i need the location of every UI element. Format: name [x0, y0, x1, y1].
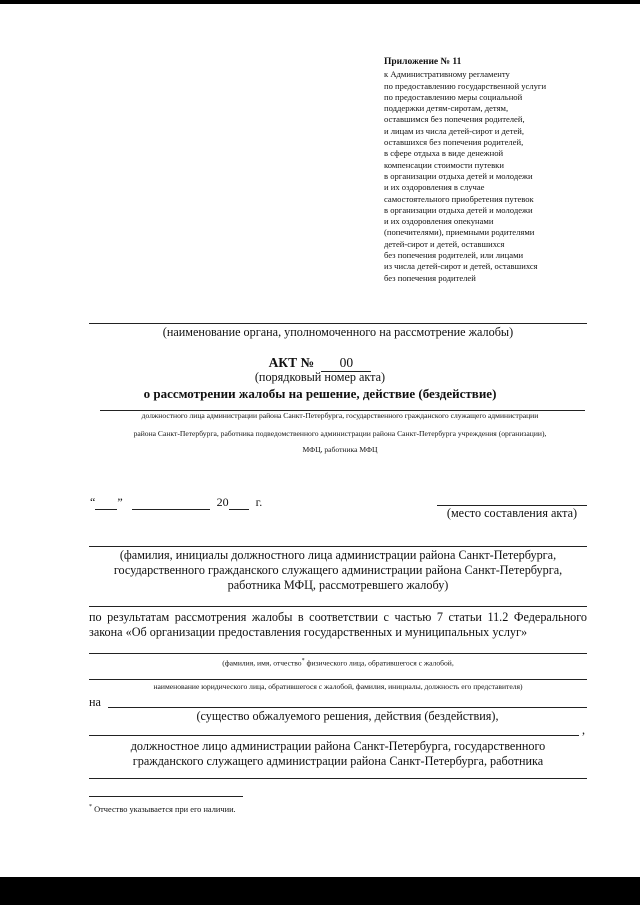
appendix-line: в сфере отдыха в виде денежной [384, 148, 504, 159]
reviewer-label-line: (фамилия, инициалы должностного лица администрации района Санкт-Петербурга, [119, 548, 557, 562]
individual-label [89, 655, 587, 670]
official-desc-line: должностного лица администрации района Санкт-Петербурга, государственного гражданского служащего администрации [141, 411, 539, 420]
akt-subject: о рассмотрении жалобы на решение, действие (бездействие) [143, 386, 497, 401]
year-suffix: г. [255, 495, 263, 509]
footnote [89, 804, 236, 814]
appendix-line: и лицам из числа детей-сирот и детей, [384, 125, 525, 136]
appendix-block [384, 57, 584, 284]
appendix-line: оставшихся без попечения родителей, [384, 137, 524, 148]
official-text-line: гражданского служащего администрации района Санкт-Петербурга, работника [132, 754, 544, 768]
appendix-line: к Административному регламенту [384, 69, 510, 80]
appendix-line: по предоставлению государственной услуги [384, 80, 547, 91]
reviewer-label-line: государственного гражданского служащего администрации района Санкт-Петербурга, [113, 563, 563, 577]
official-desc-line: МФЦ, работника МФЦ [302, 445, 378, 454]
month-blank [132, 497, 210, 510]
footnote-text: Отчество указывается при его наличии. [94, 804, 236, 814]
individual-label-a: (фамилия, имя, отчество [222, 658, 302, 668]
appendix-line: компенсации стоимости путевки [384, 159, 504, 170]
organ-fill-line [89, 323, 587, 324]
results-text: по результатам рассмотрения жалобы в соответствии с частью 7 статьи 11.2 Федерального закона «Об организации предоставления государственных и муниципальных услуг» [89, 610, 587, 639]
organ-label: (наименование органа, уполномоченного на рассмотрение жалобы) [162, 325, 514, 339]
year-blank [229, 497, 249, 510]
legal-label: наименование юридического лица, обратившегося с жалобой, фамилия, инициалы, должность его представителя) [153, 682, 523, 691]
individual-fill-line [89, 653, 587, 654]
footnote-star: * [89, 804, 92, 810]
akt-prefix: АКТ № [268, 355, 315, 370]
appendix-line: оставшимся без попечения родителей, [384, 114, 525, 125]
results-fill-line [89, 606, 587, 607]
appendix-line: в организации отдыха детей и молодежи [384, 204, 533, 215]
place-label: (место составления акта) [446, 506, 578, 520]
appendix-line: детей-сирот и детей, оставшихся [384, 238, 505, 249]
final-fill-line [89, 778, 587, 779]
date-field [90, 495, 262, 510]
appendix-line: из числа детей-сирот и детей, оставшихся [384, 261, 538, 272]
scan-border-top [0, 0, 640, 4]
appendix-line: (попечителями), приемными родителями [384, 227, 535, 238]
scan-border-bottom [0, 877, 640, 905]
day-blank [95, 497, 117, 510]
reviewer-label-line: работника МФЦ, рассмотревшего жалобу) [227, 578, 449, 592]
official-desc-line: района Санкт-Петербурга, работника подведомственного администрации района Санкт-Петербурга учреждения (организации), [133, 429, 547, 438]
line-comma: , [582, 723, 586, 737]
appendix-title: Приложение № 11 [384, 57, 462, 67]
official2-fill-line [89, 735, 579, 736]
footnote-separator [89, 796, 243, 797]
date-close-quote: ” [117, 495, 123, 509]
appendix-line: самостоятельного приобретения путевок [384, 193, 534, 204]
year-prefix: 20 [216, 495, 229, 509]
footnote-marker: * [301, 658, 305, 664]
official-text-line: должностное лицо администрации района Санкт-Петербурга, государственного [130, 739, 546, 753]
date-open-quote: “ [90, 495, 96, 509]
appendix-line: без попечения родителей [384, 272, 476, 283]
akt-number-label: (порядковый номер акта) [254, 370, 386, 384]
na-label: на [89, 695, 101, 709]
appendix-line: по предоставлению меры социальной [384, 91, 523, 102]
decision-fill-line [108, 707, 587, 708]
appendix-line: и их оздоровления опекунами [384, 216, 494, 227]
reviewer-fill-line [89, 546, 587, 547]
essence-label: (существо обжалуемого решения, действия (бездействия), [196, 709, 499, 723]
individual-label-b: физического лица, обратившегося с жалобой, [306, 658, 454, 668]
legal-fill-line [89, 679, 587, 680]
appendix-line: в организации отдыха детей и молодежи [384, 170, 533, 181]
appendix-line: поддержки детям-сиротам, детям, [384, 103, 509, 114]
appendix-line: и их оздоровления в случае [384, 182, 485, 193]
appendix-line: без попечения родителей, или лицами [384, 250, 524, 261]
akt-number: 00 [321, 355, 371, 372]
